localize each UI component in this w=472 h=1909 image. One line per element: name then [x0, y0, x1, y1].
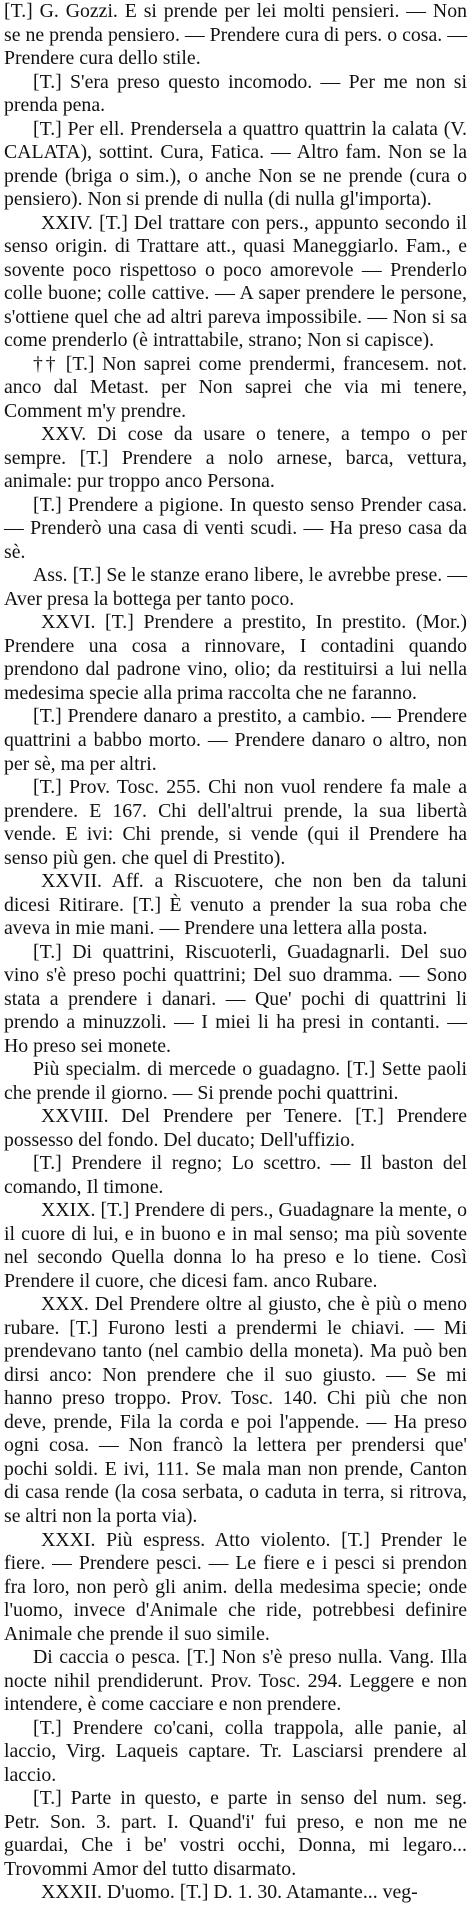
entry-proverbi: [T.] Prov. Tosc. 255. Chi non vuol rendere fa male a prendere. E 167. Chi dell'altrui prende, la sua libertà vende. E ivi: Chi prende, si vende (qui il Prendere ha senso più gen. che quel di Prestito).: [4, 776, 467, 869]
entry-pigione: [T.] Prendere a pigione. In questo senso Prender casa. — Prenderò una casa di venti scudi. — Ha preso casa da sè.: [4, 493, 467, 563]
entry-assoluto: Ass. [T.] Se le stanze erano libere, le avrebbe prese. — Aver presa la bottega per tanto poco.: [4, 564, 467, 610]
entry-regno: [T.] Prendere il regno; Lo scettro. — Il baston del comando, Il timone.: [4, 1152, 467, 1198]
section-xxviii: XXVIII. Del Prendere per Tenere. [T.] Prendere possesso del fondo. Del ducato; Dell'uffizio.: [4, 1105, 467, 1151]
entry-quattrini: [T.] Di quattrini, Riscuoterli, Guadagnarli. Del suo vino s'è preso pochi quattrini; Del suo dramma. — Sono stata a prendere i danari. — Que' pochi di quattrini li prendo a minuzzoli. — I miei li ha presi in contanti. — Ho preso sei monete.: [4, 940, 467, 1057]
entry-incomodo: [T.] S'era preso questo incomodo. — Per me non si prenda pena.: [4, 70, 467, 117]
section-xxxi: XXXI. Più espress. Atto violento. [T.] Prender le fiere. — Prendere pesci. — Le fiere e i pesci si prendon fra loro, non però gli anim. della medesima specie; onde l'uomo, invece d'Animale che ride, potrebbesi definire Animale che prende il suo simile.: [4, 1528, 467, 1645]
entry-mercede: Più specialm. di mercede o guadagno. [T.] Sette paoli che prende il giorno. — Si prende pochi quattrini.: [4, 1058, 467, 1104]
section-xxvii: XXVII. Aff. a Riscuotere, che non ben da taluni dicesi Ritirare. [T.] È venuto a prender la sua roba che aveva in mie mani. — Prendere una lettera alla posta.: [4, 870, 467, 940]
entry-caccia-pesca: Di caccia o pesca. [T.] Non s'è preso nulla. Vang. Illa nocte nihil prendiderunt. Prov. Tosc. 294. Leggere e non intendere, è come cacciare e non prendere.: [4, 1646, 467, 1716]
section-xxiv: XXIV. [T.] Del trattare con pers., appunto secondo il senso origin. di Trattare att., quasi Maneggiarlo. Fam., e sovente poco rispettoso o poco amorevole — Prenderlo colle buone; colle cattive. — A saper prendere le persone, s'ottiene quel che ad altri pareva impossibile. — Non si sa come prenderlo (è intrattabile, strano; Non si capisce).: [4, 211, 467, 352]
section-xxix: XXIX. [T.] Prendere di pers., Guadagnare la mente, o il cuore di lui, e in buono e in mal senso; ma più sovente nel secondo Quella donna lo ha preso e lo tiene. Così Prendere il cuore, che dicesi fam. anco Rubare.: [4, 1199, 467, 1292]
entry-gozzi: [T.] G. Gozzi. E si prende per lei molti pensieri. — Non se ne prenda pensiero. — Prendere cura di pers. o cosa. — Prendere cura dello stile.: [4, 0, 467, 70]
entry-petrarca: [T.] Parte in questo, e parte in senso del num. seg. Petr. Son. 3. part. I. Quand'i' fui preso, e non me ne guardai, Che i be' vostri occhi, Donna, mi legaro... Trovommi Amor del tutto disarmato.: [4, 1787, 467, 1880]
section-xxx: XXX. Del Prendere oltre al giusto, che è più o meno rubare. [T.] Furono lesti a prendermi le chiavi. — Mi prendevano tanto (nel cambio della moneta). Ma può ben dirsi anco: Non prendere che il suo giusto. — Se mi hanno preso troppo. Prov. Tosc. 140. Chi più che non deve, prende, Fila la corda e poi l'appende. — Ha preso ogni cosa. — Non francò la lettera per prendersi que' pochi soldi. E ivi, 111. Se mala man non prende, Canton di casa rende (la cosa serbata, o caduta in terra, si ritrova, se altri non la porta via).: [4, 1293, 467, 1527]
section-xxxii: XXXII. D'uomo. [T.] D. 1. 30. Atamante... veg-: [41, 1881, 418, 1904]
entry-francesismo: †† [T.] Non saprei come prendermi, francesem. not. anco dal Metast. per Non saprei che via mi tenere, Comment m'y prendre.: [4, 352, 467, 422]
entry-trappola: [T.] Prendere co'cani, colla trappola, alle panie, al laccio, Virg. Laqueis captare. Tr. Lasciarsi prendere al laccio.: [4, 1716, 467, 1786]
section-xxv: XXV. Di cose da usare o tenere, a tempo o per sempre. [T.] Prendere a nolo arnese, barca, vettura, animale: pur troppo anco Persona.: [4, 423, 467, 493]
entry-per-ellissi: [T.] Per ell. Prendersela a quattro quattrin la calata (V. CALATA), sottint. Cura, Fatica. — Altro fam. Non se la prende (briga o sim.), o anche Non se ne prende (cura o pensiero). Non si prende di nulla (di nulla gl'importa).: [4, 117, 467, 211]
section-xxvi: XXVI. [T.] Prendere a prestito, In prestito. (Mor.) Prendere una cosa a rinnovare, I contadini quando prendono dal padrone vino, olio; da restituirsi a lui nella medesima specie alla prima raccolta che ne faranno.: [4, 611, 467, 704]
entry-danaro-prestito: [T.] Prendere danaro a prestito, a cambio. — Prendere quattrini a babbo morto. — Prendere danaro o altro, non per sè, ma per altri.: [4, 705, 467, 775]
